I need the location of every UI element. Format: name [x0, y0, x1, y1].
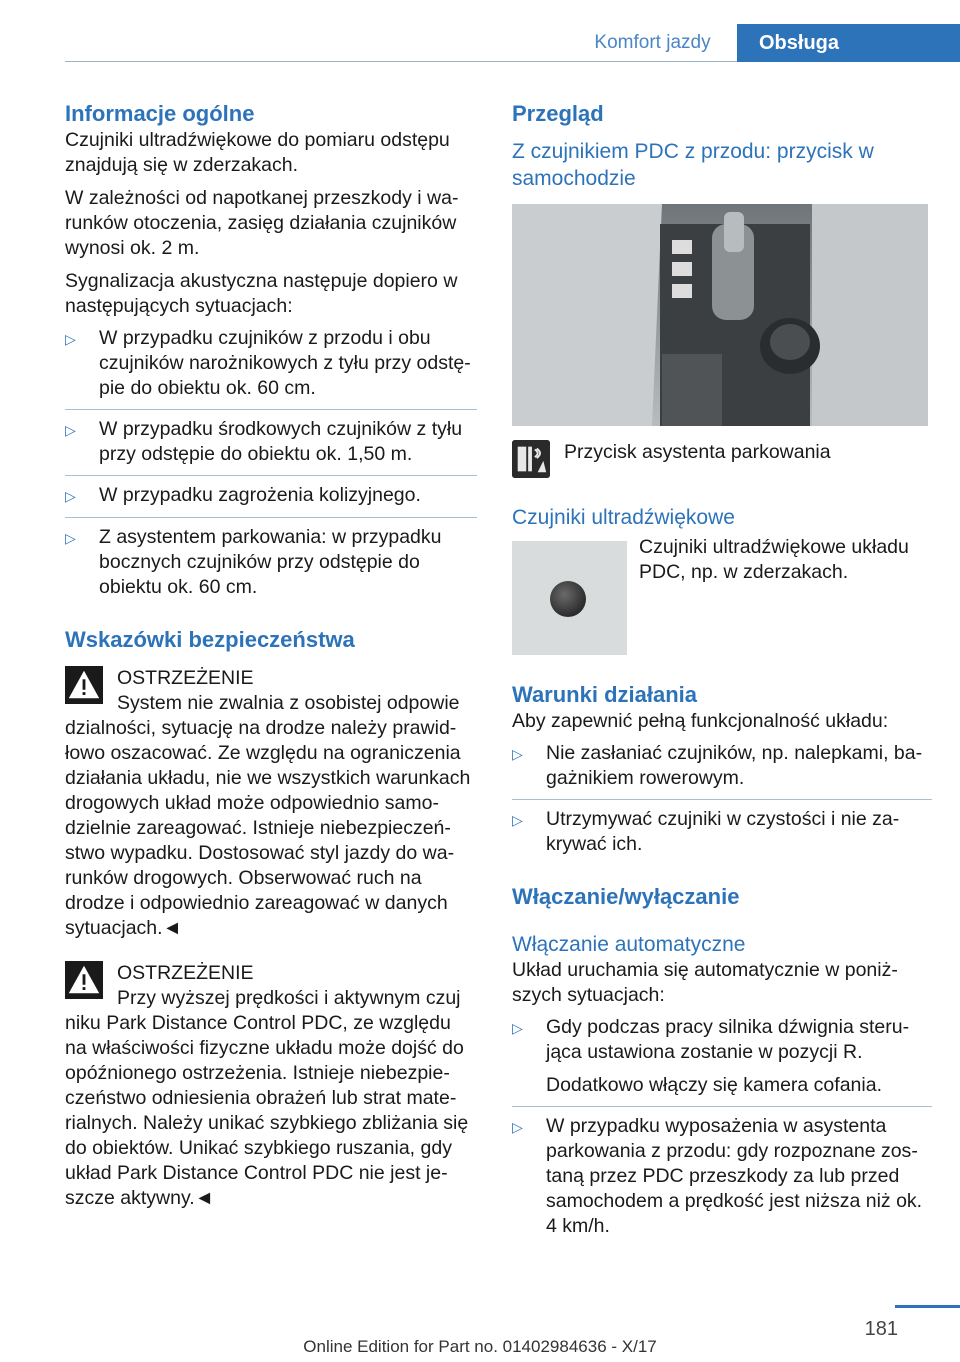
warning-triangle-icon — [65, 666, 103, 704]
list-item — [65, 518, 477, 608]
list-item — [65, 410, 477, 476]
bullet-arrow-icon: ▷ — [512, 1020, 523, 1036]
bullet-arrow-icon: ▷ — [65, 422, 76, 438]
sensor-icon — [550, 581, 586, 617]
list-item-line: Gdy podczas pracy silnika dźwignia sterująca ustawiona zostanie w pozycji R. — [546, 1016, 910, 1063]
list-item-text — [546, 1015, 932, 1098]
list-item — [512, 734, 932, 800]
conditions-heading: Warunki działania — [512, 682, 698, 707]
page-number: 181 — [864, 1318, 898, 1340]
list-item-text: W przypadku środkowych czujników z tyłu przy odstępie do obiektu ok. 1,50 m. — [99, 418, 463, 465]
warning-text: Przy wyższej prędkości i aktywnym czuj — [117, 987, 461, 1009]
list-item-text: W przypadku wyposażenia w asystenta parkowania z przodu: gdy rozpoznane zostaną przez PDC przeszkody za lub przed samochodem a prędkość jest niższa niż ok. 4 km/h. — [546, 1115, 923, 1237]
list-item-extra: Dodatkowo włączy się kamera cofania. — [546, 1074, 882, 1096]
bullet-arrow-icon: ▷ — [65, 488, 76, 504]
warning-block — [65, 961, 477, 1211]
overview-heading: Przegląd — [512, 101, 604, 126]
warning-label: OSTRZEŻENIE — [117, 962, 254, 984]
list-item — [512, 1008, 932, 1107]
bullet-arrow-icon: ▷ — [65, 530, 76, 546]
paragraph: Aby zapewnić pełną funkcjonalność układu: — [512, 710, 889, 732]
auto-heading: Włączanie automatyczne — [512, 933, 746, 956]
chapter-tab[interactable]: Obsługa — [737, 24, 960, 62]
section-tab[interactable]: Komfort jazdy — [594, 32, 711, 53]
button-legend — [512, 440, 932, 478]
paragraph: Czujniki ultradźwiękowe do pomiaru odstępu znajdują się w zderzakach. — [65, 129, 450, 176]
list-item-text: W przypadku czujników z przodu i obu czujników narożnikowych z tyłu przy odstępie do obiektu ok. 60 cm. — [99, 327, 471, 399]
warning-text-cont: dzialności, sytuację na drodze należy prawidłowo oszacować. Ze względu na ograniczenia działania układu, nie we wszystkich warunkach drogowych układ może odpowiednio samodzielnie zareagować. Istnieje niebezpieczeństwo wypadku. Dostosować styl jazdy do warunków drogowych. Obserwować ruch na drodze i odpowiednio zareagować w danych sytuacjach.◄ — [65, 717, 471, 939]
warning-block — [65, 666, 477, 941]
list-item-text: Utrzymywać czujniki w czystości i nie zakrywać ich. — [546, 808, 900, 855]
sensors-text: Czujniki ultradźwiękowe układu PDC, np. w zderzakach. — [639, 536, 909, 583]
right-column — [512, 100, 932, 1247]
warning-text: System nie zwalnia z osobistej odpowie — [117, 692, 460, 714]
sensor-photo — [512, 541, 627, 655]
pdc-front-heading: Z czujnikiem PDC z przodu: przycisk w samochodzie — [512, 140, 874, 190]
safety-heading: Wskazówki bezpieczeństwa — [65, 627, 355, 652]
button-caption: Przycisk asystenta parkowania — [564, 441, 831, 463]
general-heading: Informacje ogólne — [65, 101, 255, 126]
warning-triangle-icon — [65, 961, 103, 999]
bullet-arrow-icon: ▷ — [512, 1119, 523, 1135]
bullet-arrow-icon: ▷ — [512, 746, 523, 762]
bullet-arrow-icon: ▷ — [65, 331, 76, 347]
center-console-photo — [512, 204, 928, 426]
sensor-legend — [512, 535, 932, 655]
paragraph: W zależności od napotkanej przeszkody i warunków otoczenia, zasięg działania czujników wynosi ok. 2 m. — [65, 187, 459, 259]
onoff-heading: Włączanie/wyłączanie — [512, 884, 740, 909]
sensors-heading: Czujniki ultradźwiękowe — [512, 506, 735, 529]
list-item — [512, 800, 932, 865]
edition-text: Online Edition for Part no. 01402984636 - X/17 — [303, 1337, 657, 1356]
list-item — [65, 319, 477, 410]
list-item-text: Z asystentem parkowania: w przypadku bocznych czujników przy odstępie do obiektu ok. 60 cm. — [99, 526, 442, 598]
paragraph: Sygnalizacja akustyczna następuje dopiero w następujących sytuacjach: — [65, 270, 458, 317]
warning-text-cont: niku Park Distance Control PDC, ze względu na właściwości fizyczne układu może dojść do opóźnionego ostrzeżenia. Istnieje niebezpieczeństwo odniesienia obrażeń lub strat materialnych. Należy unikać szybkiego zbliżania się do obiektów. Unikać szybkiego ruszania, gdy układ Park Distance Control PDC nie jest jeszcze aktywny.◄ — [65, 1012, 469, 1209]
warning-label: OSTRZEŻENIE — [117, 667, 254, 689]
bullet-arrow-icon: ▷ — [512, 812, 523, 828]
parking-assistant-button-icon — [512, 440, 550, 478]
list-item — [512, 1107, 932, 1247]
list-item-text: Nie zasłaniać czujników, np. nalepkami, bagażnikiem rowerowym. — [546, 742, 923, 789]
paragraph: Układ uruchamia się automatycznie w poniższych sytuacjach: — [512, 959, 898, 1006]
left-column — [65, 100, 477, 1211]
footer-rule — [895, 1305, 960, 1308]
list-item — [65, 476, 477, 518]
list-item-text: W przypadku zagrożenia kolizyjnego. — [99, 484, 421, 506]
